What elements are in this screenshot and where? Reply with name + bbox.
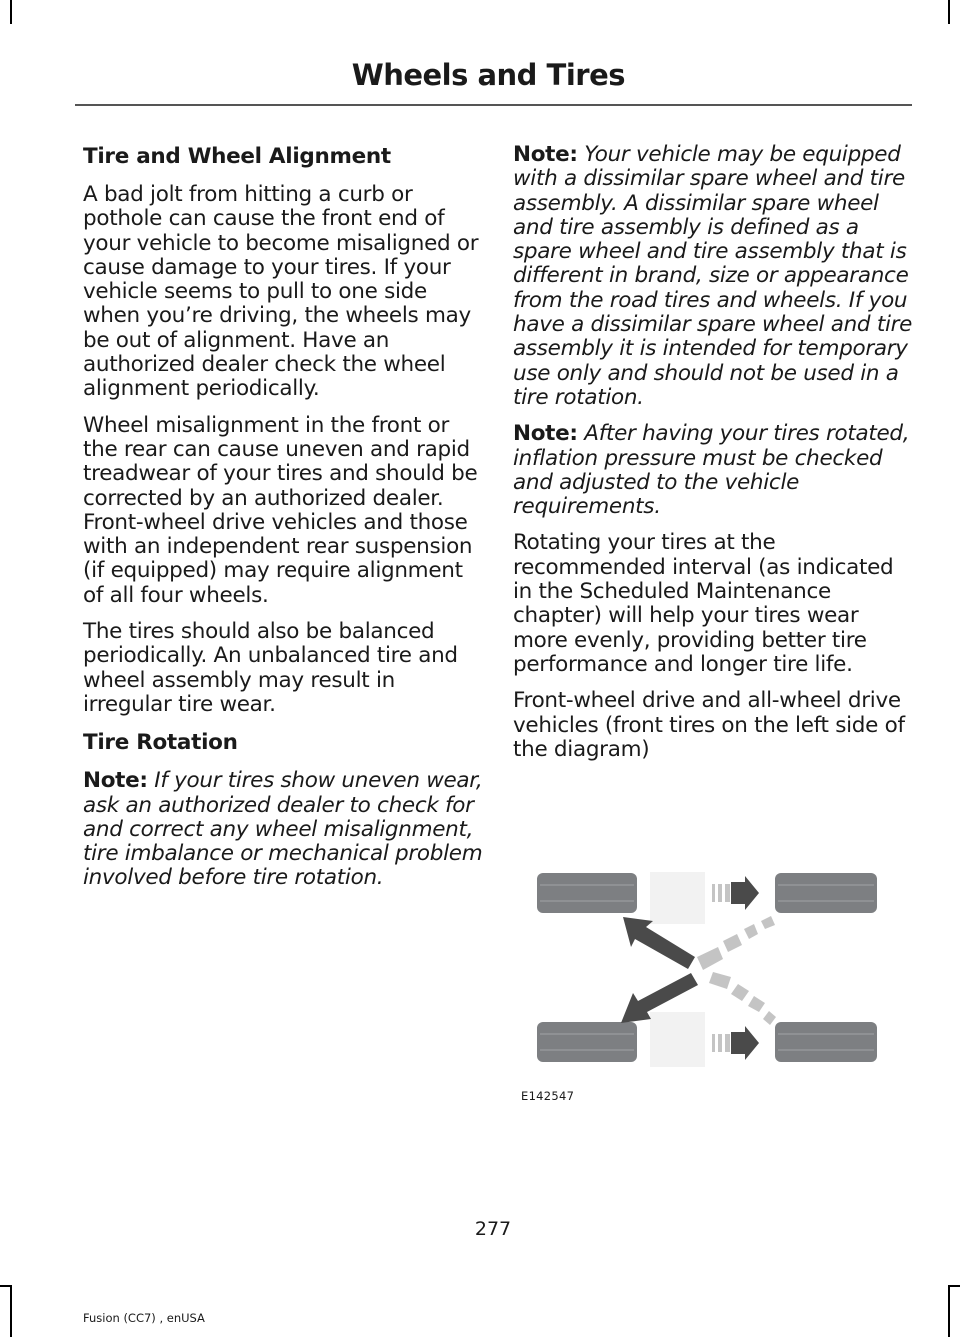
left-column: [83, 143, 483, 903]
note-text: Your vehicle may be equipped with a dissimilar spare wheel and tire assembly. A dissimilar spare wheel and tire assembly is defined as a spare wheel and tire assembly that is different in brand, size or appearance from the road tires and wheels. If you have a dissimilar spare wheel and tire assembly it is intended for temporary use only and should not be used in a tire rotation.: [513, 142, 913, 410]
cross-arrow-rear-to-front-icon: [623, 917, 695, 969]
cross-dashes-lower-icon: [709, 972, 776, 1025]
front-right-tire: [775, 873, 877, 913]
alignment-paragraph-1: A bad jolt from hitting a curb or pothole can cause the front end of your vehicle to become misaligned or cause damage to your tires. If your vehicle seems to pull to one side when you’re driving, the wheels may be out of alignment. Have an authorized dealer check the wheel alignment periodically.: [83, 182, 479, 402]
header-rule: [75, 104, 912, 106]
page-title: Wheels and Tires: [351, 58, 625, 92]
figure-code: E142547: [521, 1089, 575, 1103]
right-column: [513, 143, 913, 774]
cross-dashes-upper-icon: [697, 916, 775, 970]
alignment-paragraph-3: The tires should also be balanced periodically. An unbalanced tire and wheel assembly may result in irregular tire wear.: [83, 619, 458, 717]
rear-blank-panel: [650, 1012, 705, 1067]
note-text: If your tires show uneven wear, ask an authorized dealer to check for and correct any wheel misalignment, tire imbalance or mechanical problem involved before tire rotation.: [83, 768, 483, 891]
note-text: After having your tires rotated, inflation pressure must be checked and adjusted to the vehicle requirements.: [513, 421, 910, 520]
crop-mark-bottom-left-h: [0, 1285, 12, 1287]
tire-rotation-diagram: [535, 865, 880, 1075]
rotation-heading: Tire Rotation: [83, 730, 238, 756]
note-label: Note:: [513, 142, 578, 167]
right-arrow-bottom-icon: [731, 1026, 759, 1060]
rotation-paragraph-2: Front-wheel drive and all-wheel drive vehicles (front tires on the left side of the diagram): [513, 688, 905, 762]
front-blank-panel: [650, 872, 705, 924]
rear-left-tire: [537, 1022, 637, 1062]
note-uneven-wear: [83, 769, 483, 890]
rear-right-tire: [775, 1022, 877, 1062]
rotation-paragraph-1: Rotating your tires at the recommended interval (as indicated in the Scheduled Maintenance chapter) will help your tires wear more evenly, providing better tire performance and longer tire life.: [513, 530, 894, 677]
page-number: 277: [474, 1218, 512, 1240]
alignment-paragraph-2: Wheel misalignment in the front or the rear can cause uneven and rapid treadwear of your tires and should be corrected by an authorized dealer. Front-wheel drive vehicles and those with an independent rear suspension (if equipped) may require alignment of all four wheels.: [83, 412, 478, 608]
crop-mark-bottom-left: [10, 1285, 12, 1337]
crop-mark-top-left-v: [10, 0, 12, 24]
front-left-tire: [537, 873, 637, 913]
note-dissimilar-spare: [513, 143, 913, 410]
dash-marks-top: [712, 884, 730, 902]
crop-mark-top-right-v: [948, 0, 950, 24]
crop-mark-bottom-right-h: [948, 1285, 960, 1287]
right-arrow-top-icon: [731, 876, 759, 910]
note-label: Note:: [513, 421, 578, 447]
note-label: Note:: [83, 768, 148, 794]
footer-model: Fusion (CC7) , enUSA: [83, 1311, 205, 1325]
alignment-heading: Tire and Wheel Alignment: [83, 144, 391, 169]
note-inflation-pressure: [513, 422, 913, 519]
dash-marks-bottom: [712, 1034, 730, 1052]
crop-mark-bottom-right: [948, 1285, 950, 1337]
